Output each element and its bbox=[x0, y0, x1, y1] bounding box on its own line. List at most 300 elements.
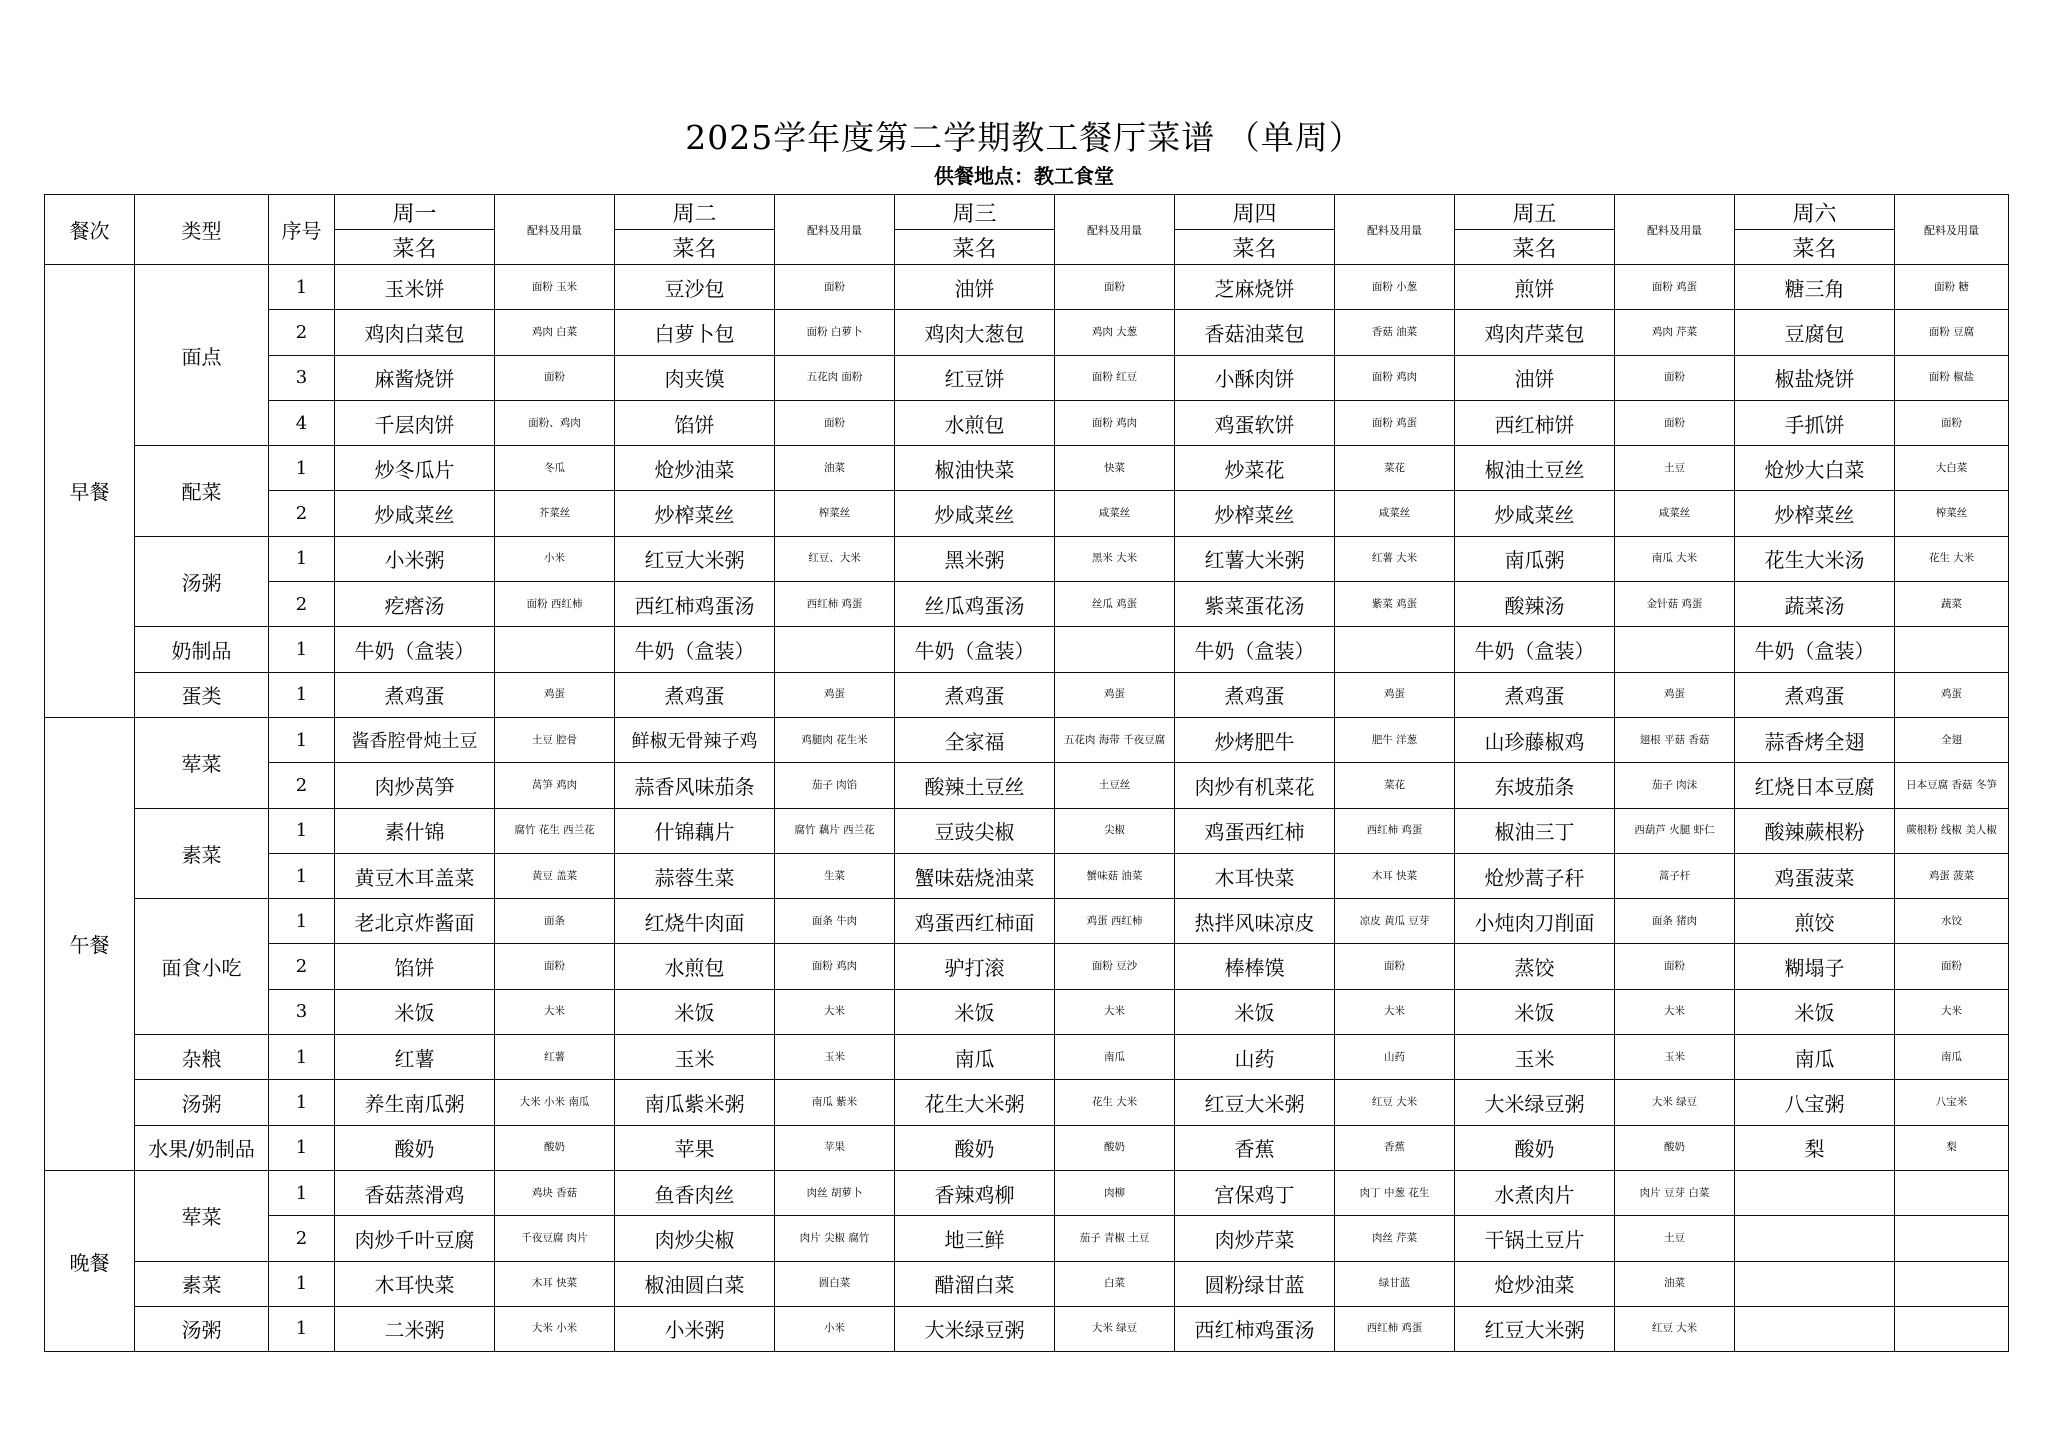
ingredient-cell: 榨菜丝 bbox=[775, 491, 895, 536]
ingredient-cell: 凉皮 黄瓜 豆芽 bbox=[1335, 899, 1455, 944]
header-day: 周六 bbox=[1735, 195, 1895, 230]
ingredient-cell: 红薯 大米 bbox=[1335, 536, 1455, 581]
ingredient-cell: 鸡蛋 西红柿 bbox=[1055, 899, 1175, 944]
dish-cell: 西红柿鸡蛋汤 bbox=[615, 582, 775, 627]
dish-cell: 小酥肉饼 bbox=[1175, 355, 1335, 400]
dish-cell: 炒咸菜丝 bbox=[895, 491, 1055, 536]
ingredient-cell: 苹果 bbox=[775, 1125, 895, 1170]
dish-cell: 煎饺 bbox=[1735, 899, 1895, 944]
seq-cell: 1 bbox=[269, 1080, 335, 1125]
ingredient-cell: 酸奶 bbox=[495, 1125, 615, 1170]
dish-cell: 八宝粥 bbox=[1735, 1080, 1895, 1125]
ingredient-cell: 大米 bbox=[775, 989, 895, 1034]
ingredient-cell: 面粉 bbox=[1895, 944, 2009, 989]
dish-cell: 养生南瓜粥 bbox=[335, 1080, 495, 1125]
dish-cell: 大米绿豆粥 bbox=[1455, 1080, 1615, 1125]
dish-cell: 疙瘩汤 bbox=[335, 582, 495, 627]
category-cell: 水果/奶制品 bbox=[135, 1125, 269, 1170]
ingredient-cell bbox=[1055, 627, 1175, 672]
dish-cell: 米饭 bbox=[1735, 989, 1895, 1034]
ingredient-cell: 大米 bbox=[495, 989, 615, 1034]
dish-cell: 地三鲜 bbox=[895, 1216, 1055, 1261]
ingredient-cell: 面粉 红豆 bbox=[1055, 355, 1175, 400]
dish-cell: 小炖肉刀削面 bbox=[1455, 899, 1615, 944]
category-cell: 面点 bbox=[135, 265, 269, 446]
dish-cell: 牛奶（盒装） bbox=[335, 627, 495, 672]
ingredient-cell: 鸡蛋 菠菜 bbox=[1895, 853, 2009, 898]
menu-row bbox=[45, 310, 2009, 355]
ingredient-cell: 面粉 椒盐 bbox=[1895, 355, 2009, 400]
category-cell: 汤粥 bbox=[135, 536, 269, 627]
ingredient-cell: 鸡蛋 bbox=[1615, 672, 1735, 717]
menu-row bbox=[45, 1080, 2009, 1125]
dish-cell: 椒盐烧饼 bbox=[1735, 355, 1895, 400]
dish-cell: 南瓜 bbox=[1735, 1035, 1895, 1080]
dish-cell: 牛奶（盒装） bbox=[1455, 627, 1615, 672]
dish-cell: 什锦藕片 bbox=[615, 808, 775, 853]
dish-cell: 水煎包 bbox=[615, 944, 775, 989]
dish-cell: 香菇蒸滑鸡 bbox=[335, 1170, 495, 1215]
menu-row bbox=[45, 717, 2009, 762]
dish-cell: 煮鸡蛋 bbox=[1735, 672, 1895, 717]
ingredient-cell: 土豆丝 bbox=[1055, 763, 1175, 808]
menu-row bbox=[45, 1125, 2009, 1170]
ingredient-cell: 面粉 bbox=[1615, 944, 1735, 989]
dish-cell: 炝炒油菜 bbox=[615, 446, 775, 491]
dish-cell: 馅饼 bbox=[335, 944, 495, 989]
dish-cell: 素什锦 bbox=[335, 808, 495, 853]
header-day: 周四 bbox=[1175, 195, 1335, 230]
ingredient-cell: 花生 大米 bbox=[1055, 1080, 1175, 1125]
ingredient-cell: 南瓜 bbox=[1055, 1035, 1175, 1080]
ingredient-cell: 菜花 bbox=[1335, 763, 1455, 808]
ingredient-cell: 茄子 肉沫 bbox=[1615, 763, 1735, 808]
header-ingredients: 配料及用量 bbox=[775, 195, 895, 265]
ingredient-cell: 鸡腿肉 花生米 bbox=[775, 717, 895, 762]
ingredient-cell: 肉丝 芹菜 bbox=[1335, 1216, 1455, 1261]
dish-cell: 炒榨菜丝 bbox=[615, 491, 775, 536]
dish-cell: 酸奶 bbox=[335, 1125, 495, 1170]
menu-body bbox=[45, 265, 2009, 1352]
seq-cell: 1 bbox=[269, 627, 335, 672]
menu-row bbox=[45, 1261, 2009, 1306]
ingredient-cell: 大米 bbox=[1615, 989, 1735, 1034]
ingredient-cell: 茄子 青椒 土豆 bbox=[1055, 1216, 1175, 1261]
seq-cell: 2 bbox=[269, 310, 335, 355]
seq-cell: 1 bbox=[269, 717, 335, 762]
ingredient-cell: 面粉 bbox=[495, 355, 615, 400]
dish-cell: 麻酱烧饼 bbox=[335, 355, 495, 400]
menu-row bbox=[45, 355, 2009, 400]
ingredient-cell bbox=[1895, 1306, 2009, 1351]
dish-cell: 鸡蛋菠菜 bbox=[1735, 853, 1895, 898]
dish-cell: 牛奶（盒装） bbox=[615, 627, 775, 672]
seq-cell: 2 bbox=[269, 582, 335, 627]
ingredient-cell: 土豆 bbox=[1615, 446, 1735, 491]
ingredient-cell: 小米 bbox=[775, 1306, 895, 1351]
ingredient-cell: 鸡肉 大葱 bbox=[1055, 310, 1175, 355]
header-meal: 餐次 bbox=[45, 195, 135, 265]
dish-cell bbox=[1735, 1261, 1895, 1306]
seq-cell: 2 bbox=[269, 491, 335, 536]
dish-cell: 山珍藤椒鸡 bbox=[1455, 717, 1615, 762]
menu-row bbox=[45, 491, 2009, 536]
dish-cell: 豆豉尖椒 bbox=[895, 808, 1055, 853]
header-day: 周五 bbox=[1455, 195, 1615, 230]
dish-cell bbox=[1735, 1306, 1895, 1351]
ingredient-cell: 酸奶 bbox=[1055, 1125, 1175, 1170]
ingredient-cell: 肥牛 洋葱 bbox=[1335, 717, 1455, 762]
ingredient-cell: 生菜 bbox=[775, 853, 895, 898]
dish-cell: 南瓜 bbox=[895, 1035, 1055, 1080]
dish-cell: 醋溜白菜 bbox=[895, 1261, 1055, 1306]
ingredient-cell: 菜花 bbox=[1335, 446, 1455, 491]
ingredient-cell: 酸奶 bbox=[1615, 1125, 1735, 1170]
dish-cell: 豆沙包 bbox=[615, 265, 775, 310]
dish-cell: 热拌风味凉皮 bbox=[1175, 899, 1335, 944]
ingredient-cell: 面条 猪肉 bbox=[1615, 899, 1735, 944]
header-ingredients: 配料及用量 bbox=[1055, 195, 1175, 265]
ingredient-cell: 黑米 大米 bbox=[1055, 536, 1175, 581]
dish-cell: 炒榨菜丝 bbox=[1735, 491, 1895, 536]
ingredient-cell: 大白菜 bbox=[1895, 446, 2009, 491]
dish-cell: 红薯 bbox=[335, 1035, 495, 1080]
ingredient-cell: 大米 小米 bbox=[495, 1306, 615, 1351]
dish-cell: 肉夹馍 bbox=[615, 355, 775, 400]
header-dish-name: 菜名 bbox=[1455, 230, 1615, 265]
ingredient-cell: 鸡蛋 bbox=[1895, 672, 2009, 717]
dish-cell: 炒冬瓜片 bbox=[335, 446, 495, 491]
menu-row bbox=[45, 1170, 2009, 1215]
dish-cell: 椒油快菜 bbox=[895, 446, 1055, 491]
ingredient-cell: 面粉 bbox=[1615, 355, 1735, 400]
dish-cell: 牛奶（盒装） bbox=[1175, 627, 1335, 672]
ingredient-cell: 鸡肉 白菜 bbox=[495, 310, 615, 355]
header-dish-name: 菜名 bbox=[1735, 230, 1895, 265]
dish-cell: 圆粉绿甘蓝 bbox=[1175, 1261, 1335, 1306]
dish-cell: 鸡蛋西红柿面 bbox=[895, 899, 1055, 944]
dish-cell: 西红柿鸡蛋汤 bbox=[1175, 1306, 1335, 1351]
ingredient-cell: 玉米 bbox=[775, 1035, 895, 1080]
seq-cell: 1 bbox=[269, 536, 335, 581]
dish-cell: 糖三角 bbox=[1735, 265, 1895, 310]
ingredient-cell: 面粉 bbox=[1335, 944, 1455, 989]
ingredient-cell: 丝瓜 鸡蛋 bbox=[1055, 582, 1175, 627]
dish-cell: 黄豆木耳盖菜 bbox=[335, 853, 495, 898]
category-cell: 配菜 bbox=[135, 446, 269, 537]
dish-cell: 紫菜蛋花汤 bbox=[1175, 582, 1335, 627]
header-day: 周一 bbox=[335, 195, 495, 230]
menu-row bbox=[45, 400, 2009, 445]
menu-row bbox=[45, 1306, 2009, 1351]
dish-cell: 煮鸡蛋 bbox=[895, 672, 1055, 717]
dish-cell: 梨 bbox=[1735, 1125, 1895, 1170]
ingredient-cell: 大米 绿豆 bbox=[1615, 1080, 1735, 1125]
dish-cell: 肉炒有机菜花 bbox=[1175, 763, 1335, 808]
menu-row bbox=[45, 265, 2009, 310]
ingredient-cell: 面粉 豆腐 bbox=[1895, 310, 2009, 355]
header-row-days bbox=[45, 195, 2009, 230]
ingredient-cell: 肉片 豆芽 白菜 bbox=[1615, 1170, 1735, 1215]
dish-cell: 酸辣土豆丝 bbox=[895, 763, 1055, 808]
ingredient-cell: 面粉 bbox=[775, 400, 895, 445]
dish-cell: 红烧牛肉面 bbox=[615, 899, 775, 944]
dish-cell: 红烧日本豆腐 bbox=[1735, 763, 1895, 808]
dish-cell: 米饭 bbox=[895, 989, 1055, 1034]
ingredient-cell bbox=[775, 627, 895, 672]
seq-cell: 3 bbox=[269, 989, 335, 1034]
category-cell: 素菜 bbox=[135, 1261, 269, 1306]
ingredient-cell: 西红柿 鸡蛋 bbox=[1335, 808, 1455, 853]
ingredient-cell: 大米 bbox=[1055, 989, 1175, 1034]
ingredient-cell: 梨 bbox=[1895, 1125, 2009, 1170]
menu-row bbox=[45, 808, 2009, 853]
dish-cell: 炝炒蒿子秆 bbox=[1455, 853, 1615, 898]
ingredient-cell bbox=[495, 627, 615, 672]
ingredient-cell: 肉丝 胡萝卜 bbox=[775, 1170, 895, 1215]
ingredient-cell: 五花肉 面粉 bbox=[775, 355, 895, 400]
ingredient-cell: 土豆 腔骨 bbox=[495, 717, 615, 762]
seq-cell: 3 bbox=[269, 355, 335, 400]
ingredient-cell: 面粉 西红柿 bbox=[495, 582, 615, 627]
dish-cell: 炝炒油菜 bbox=[1455, 1261, 1615, 1306]
ingredient-cell: 面粉 bbox=[1615, 400, 1735, 445]
dish-cell: 米饭 bbox=[1175, 989, 1335, 1034]
menu-row bbox=[45, 582, 2009, 627]
dish-cell: 炒烤肥牛 bbox=[1175, 717, 1335, 762]
dish-cell: 红豆大米粥 bbox=[615, 536, 775, 581]
ingredient-cell: 面粉 玉米 bbox=[495, 265, 615, 310]
dish-cell: 煮鸡蛋 bbox=[615, 672, 775, 717]
meal-cell: 午餐 bbox=[45, 717, 135, 1170]
ingredient-cell: 腐竹 藕片 西兰花 bbox=[775, 808, 895, 853]
ingredient-cell: 蔬菜 bbox=[1895, 582, 2009, 627]
ingredient-cell: 红豆 大米 bbox=[1615, 1306, 1735, 1351]
dish-cell: 牛奶（盒装） bbox=[1735, 627, 1895, 672]
dish-cell: 鲜椒无骨辣子鸡 bbox=[615, 717, 775, 762]
meal-cell: 晚餐 bbox=[45, 1170, 135, 1351]
seq-cell: 1 bbox=[269, 853, 335, 898]
dish-cell: 宫保鸡丁 bbox=[1175, 1170, 1335, 1215]
ingredient-cell: 南瓜 大米 bbox=[1615, 536, 1735, 581]
dish-cell: 椒油土豆丝 bbox=[1455, 446, 1615, 491]
seq-cell: 1 bbox=[269, 1035, 335, 1080]
ingredient-cell: 油菜 bbox=[775, 446, 895, 491]
ingredient-cell: 面粉 鸡肉 bbox=[1055, 400, 1175, 445]
header-day: 周二 bbox=[615, 195, 775, 230]
dish-cell: 红豆饼 bbox=[895, 355, 1055, 400]
dish-cell: 红豆大米粥 bbox=[1175, 1080, 1335, 1125]
dish-cell: 煎饼 bbox=[1455, 265, 1615, 310]
dish-cell: 玉米 bbox=[615, 1035, 775, 1080]
dish-cell: 米饭 bbox=[1455, 989, 1615, 1034]
menu-row bbox=[45, 763, 2009, 808]
seq-cell: 1 bbox=[269, 899, 335, 944]
ingredient-cell: 面粉 bbox=[1055, 265, 1175, 310]
menu-row bbox=[45, 1216, 2009, 1261]
dish-cell: 山药 bbox=[1175, 1035, 1335, 1080]
ingredient-cell: 山药 bbox=[1335, 1035, 1455, 1080]
dish-cell: 炝炒大白菜 bbox=[1735, 446, 1895, 491]
ingredient-cell: 榨菜丝 bbox=[1895, 491, 2009, 536]
ingredient-cell: 咸菜丝 bbox=[1055, 491, 1175, 536]
dish-cell: 肉炒莴笋 bbox=[335, 763, 495, 808]
dish-cell: 肉炒芹菜 bbox=[1175, 1216, 1335, 1261]
dish-cell: 千层肉饼 bbox=[335, 400, 495, 445]
dish-cell: 芝麻烧饼 bbox=[1175, 265, 1335, 310]
dish-cell: 酸辣蕨根粉 bbox=[1735, 808, 1895, 853]
dish-cell: 南瓜粥 bbox=[1455, 536, 1615, 581]
ingredient-cell: 小米 bbox=[495, 536, 615, 581]
ingredient-cell: 玉米 bbox=[1615, 1035, 1735, 1080]
ingredient-cell: 香菇 油菜 bbox=[1335, 310, 1455, 355]
ingredient-cell: 油菜 bbox=[1615, 1261, 1735, 1306]
dish-cell: 酸奶 bbox=[1455, 1125, 1615, 1170]
ingredient-cell: 鸡蛋 bbox=[775, 672, 895, 717]
dish-cell: 馅饼 bbox=[615, 400, 775, 445]
dish-cell: 大米绿豆粥 bbox=[895, 1306, 1055, 1351]
dish-cell: 花生大米汤 bbox=[1735, 536, 1895, 581]
ingredient-cell: 西葫芦 火腿 虾仁 bbox=[1615, 808, 1735, 853]
ingredient-cell: 面粉 bbox=[775, 265, 895, 310]
ingredient-cell: 土豆 bbox=[1615, 1216, 1735, 1261]
dish-cell: 苹果 bbox=[615, 1125, 775, 1170]
seq-cell: 1 bbox=[269, 446, 335, 491]
dish-cell: 干锅土豆片 bbox=[1455, 1216, 1615, 1261]
ingredient-cell: 红豆 大米 bbox=[1335, 1080, 1455, 1125]
ingredient-cell bbox=[1895, 627, 2009, 672]
dish-cell: 蒸饺 bbox=[1455, 944, 1615, 989]
ingredient-cell: 鸡蛋 bbox=[1335, 672, 1455, 717]
page-subtitle: 供餐地点：教工食堂 bbox=[934, 164, 1114, 188]
ingredient-cell: 尖椒 bbox=[1055, 808, 1175, 853]
dish-cell: 蔬菜汤 bbox=[1735, 582, 1895, 627]
dish-cell: 油饼 bbox=[1455, 355, 1615, 400]
dish-cell bbox=[1735, 1170, 1895, 1215]
ingredient-cell: 黄豆 盖菜 bbox=[495, 853, 615, 898]
dish-cell: 煮鸡蛋 bbox=[1455, 672, 1615, 717]
ingredient-cell: 绿甘蓝 bbox=[1335, 1261, 1455, 1306]
dish-cell: 肉炒千叶豆腐 bbox=[335, 1216, 495, 1261]
dish-cell: 炒菜花 bbox=[1175, 446, 1335, 491]
dish-cell: 蒜香烤全翅 bbox=[1735, 717, 1895, 762]
ingredient-cell: 咸菜丝 bbox=[1615, 491, 1735, 536]
ingredient-cell: 鸡蛋 bbox=[1055, 672, 1175, 717]
seq-cell: 1 bbox=[269, 1170, 335, 1215]
category-cell: 荤菜 bbox=[135, 1170, 269, 1261]
dish-cell: 鸡肉芹菜包 bbox=[1455, 310, 1615, 355]
menu-row bbox=[45, 672, 2009, 717]
ingredient-cell bbox=[1335, 627, 1455, 672]
dish-cell: 小米粥 bbox=[615, 1306, 775, 1351]
category-cell: 杂粮 bbox=[135, 1035, 269, 1080]
menu-row bbox=[45, 1035, 2009, 1080]
dish-cell: 二米粥 bbox=[335, 1306, 495, 1351]
seq-cell: 4 bbox=[269, 400, 335, 445]
ingredient-cell: 大米 小米 南瓜 bbox=[495, 1080, 615, 1125]
header-category: 类型 bbox=[135, 195, 269, 265]
dish-cell: 煮鸡蛋 bbox=[335, 672, 495, 717]
dish-cell: 木耳快菜 bbox=[1175, 853, 1335, 898]
dish-cell: 老北京炸酱面 bbox=[335, 899, 495, 944]
ingredient-cell: 南瓜 紫米 bbox=[775, 1080, 895, 1125]
dish-cell: 椒油圆白菜 bbox=[615, 1261, 775, 1306]
page-title: 2025学年度第二学期教工餐厅菜谱 （单周） bbox=[685, 118, 1363, 157]
dish-cell: 香蕉 bbox=[1175, 1125, 1335, 1170]
category-cell: 汤粥 bbox=[135, 1306, 269, 1351]
ingredient-cell bbox=[1615, 627, 1735, 672]
dish-cell: 酸奶 bbox=[895, 1125, 1055, 1170]
ingredient-cell: 快菜 bbox=[1055, 446, 1175, 491]
dish-cell: 玉米饼 bbox=[335, 265, 495, 310]
seq-cell: 2 bbox=[269, 944, 335, 989]
header-ingredients: 配料及用量 bbox=[495, 195, 615, 265]
ingredient-cell bbox=[1895, 1216, 2009, 1261]
ingredient-cell: 莴笋 鸡肉 bbox=[495, 763, 615, 808]
dish-cell: 手抓饼 bbox=[1735, 400, 1895, 445]
seq-cell: 1 bbox=[269, 1306, 335, 1351]
ingredient-cell: 西红柿 鸡蛋 bbox=[775, 582, 895, 627]
dish-cell: 牛奶（盒装） bbox=[895, 627, 1055, 672]
ingredient-cell: 面条 牛肉 bbox=[775, 899, 895, 944]
dish-cell: 蒜蓉生菜 bbox=[615, 853, 775, 898]
dish-cell: 小米粥 bbox=[335, 536, 495, 581]
dish-cell: 炒榨菜丝 bbox=[1175, 491, 1335, 536]
ingredient-cell: 蟹味菇 油菜 bbox=[1055, 853, 1175, 898]
ingredient-cell: 面粉 鸡肉 bbox=[775, 944, 895, 989]
ingredient-cell: 红豆、大米 bbox=[775, 536, 895, 581]
dish-cell: 白萝卜包 bbox=[615, 310, 775, 355]
ingredient-cell bbox=[1895, 1170, 2009, 1215]
dish-cell: 东坡茄条 bbox=[1455, 763, 1615, 808]
ingredient-cell: 南瓜 bbox=[1895, 1035, 2009, 1080]
dish-cell: 鸡蛋西红柿 bbox=[1175, 808, 1335, 853]
dish-cell: 全家福 bbox=[895, 717, 1055, 762]
dish-cell: 椒油三丁 bbox=[1455, 808, 1615, 853]
category-cell: 汤粥 bbox=[135, 1080, 269, 1125]
dish-cell: 红薯大米粥 bbox=[1175, 536, 1335, 581]
ingredient-cell: 木耳 快菜 bbox=[1335, 853, 1455, 898]
seq-cell: 2 bbox=[269, 1216, 335, 1261]
dish-cell: 红豆大米粥 bbox=[1455, 1306, 1615, 1351]
ingredient-cell: 鸡蛋 bbox=[495, 672, 615, 717]
dish-cell: 玉米 bbox=[1455, 1035, 1615, 1080]
dish-cell bbox=[1735, 1216, 1895, 1261]
ingredient-cell: 面粉 鸡蛋 bbox=[1615, 265, 1735, 310]
category-cell: 蛋类 bbox=[135, 672, 269, 717]
dish-cell: 糊塌子 bbox=[1735, 944, 1895, 989]
dish-cell: 米饭 bbox=[615, 989, 775, 1034]
ingredient-cell: 白菜 bbox=[1055, 1261, 1175, 1306]
ingredient-cell: 大米 bbox=[1895, 989, 2009, 1034]
header-ingredients: 配料及用量 bbox=[1615, 195, 1735, 265]
menu-row bbox=[45, 853, 2009, 898]
dish-cell: 米饭 bbox=[335, 989, 495, 1034]
dish-cell: 水煮肉片 bbox=[1455, 1170, 1615, 1215]
ingredient-cell: 肉丁 中葱 花生 bbox=[1335, 1170, 1455, 1215]
dish-cell: 丝瓜鸡蛋汤 bbox=[895, 582, 1055, 627]
ingredient-cell: 茄子 肉馅 bbox=[775, 763, 895, 808]
dish-cell: 花生大米粥 bbox=[895, 1080, 1055, 1125]
seq-cell: 1 bbox=[269, 1125, 335, 1170]
menu-row bbox=[45, 899, 2009, 944]
ingredient-cell: 面粉 白萝卜 bbox=[775, 310, 895, 355]
dish-cell: 棒棒馍 bbox=[1175, 944, 1335, 989]
dish-cell: 香辣鸡柳 bbox=[895, 1170, 1055, 1215]
category-cell: 奶制品 bbox=[135, 627, 269, 672]
ingredient-cell: 芥菜丝 bbox=[495, 491, 615, 536]
category-cell: 素菜 bbox=[135, 808, 269, 899]
